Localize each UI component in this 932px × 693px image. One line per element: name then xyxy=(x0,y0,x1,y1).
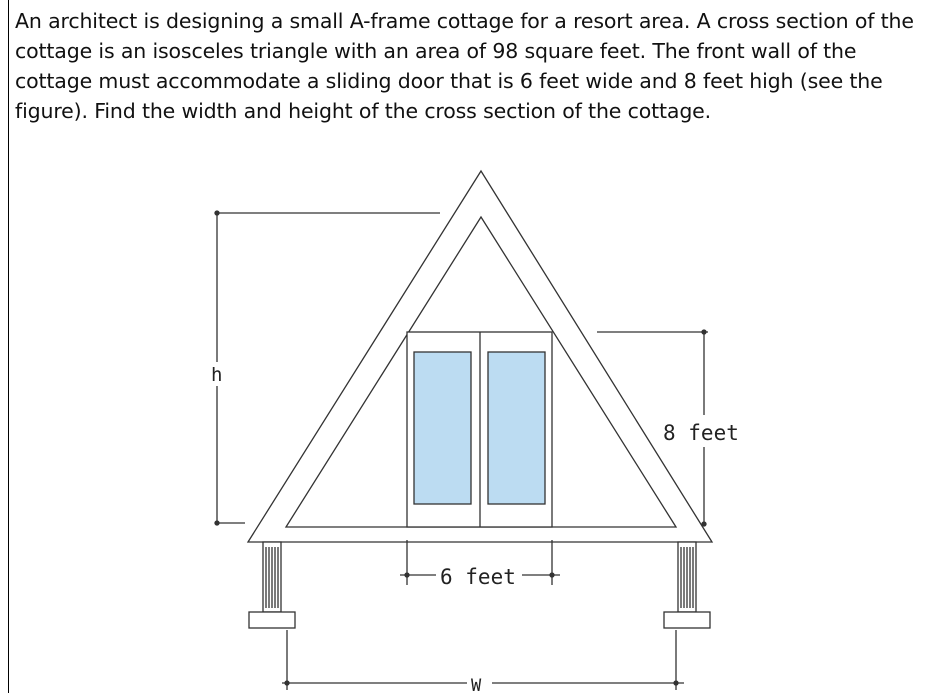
problem-text: An architect is designing a small A-frame cottage for a resort area. A cross section of the cottage is an isosceles triangle with an area of 98 square feet. The front wall of the cottage must accommodate a sliding door that is 6 feet wide and 8 feet high (see the figure). Find the width and height of the cross section of the cottage. xyxy=(15,9,914,123)
door-height-label: 8 feet xyxy=(663,421,739,445)
width-dimension xyxy=(282,630,684,690)
right-pier xyxy=(664,542,710,628)
left-pier xyxy=(249,542,295,628)
height-label: h xyxy=(211,364,223,386)
door-width-label: 6 feet xyxy=(440,565,516,589)
sliding-door xyxy=(407,332,552,527)
door-glass-right xyxy=(488,352,545,504)
width-label: W xyxy=(471,676,482,693)
door-glass-left xyxy=(414,352,471,504)
